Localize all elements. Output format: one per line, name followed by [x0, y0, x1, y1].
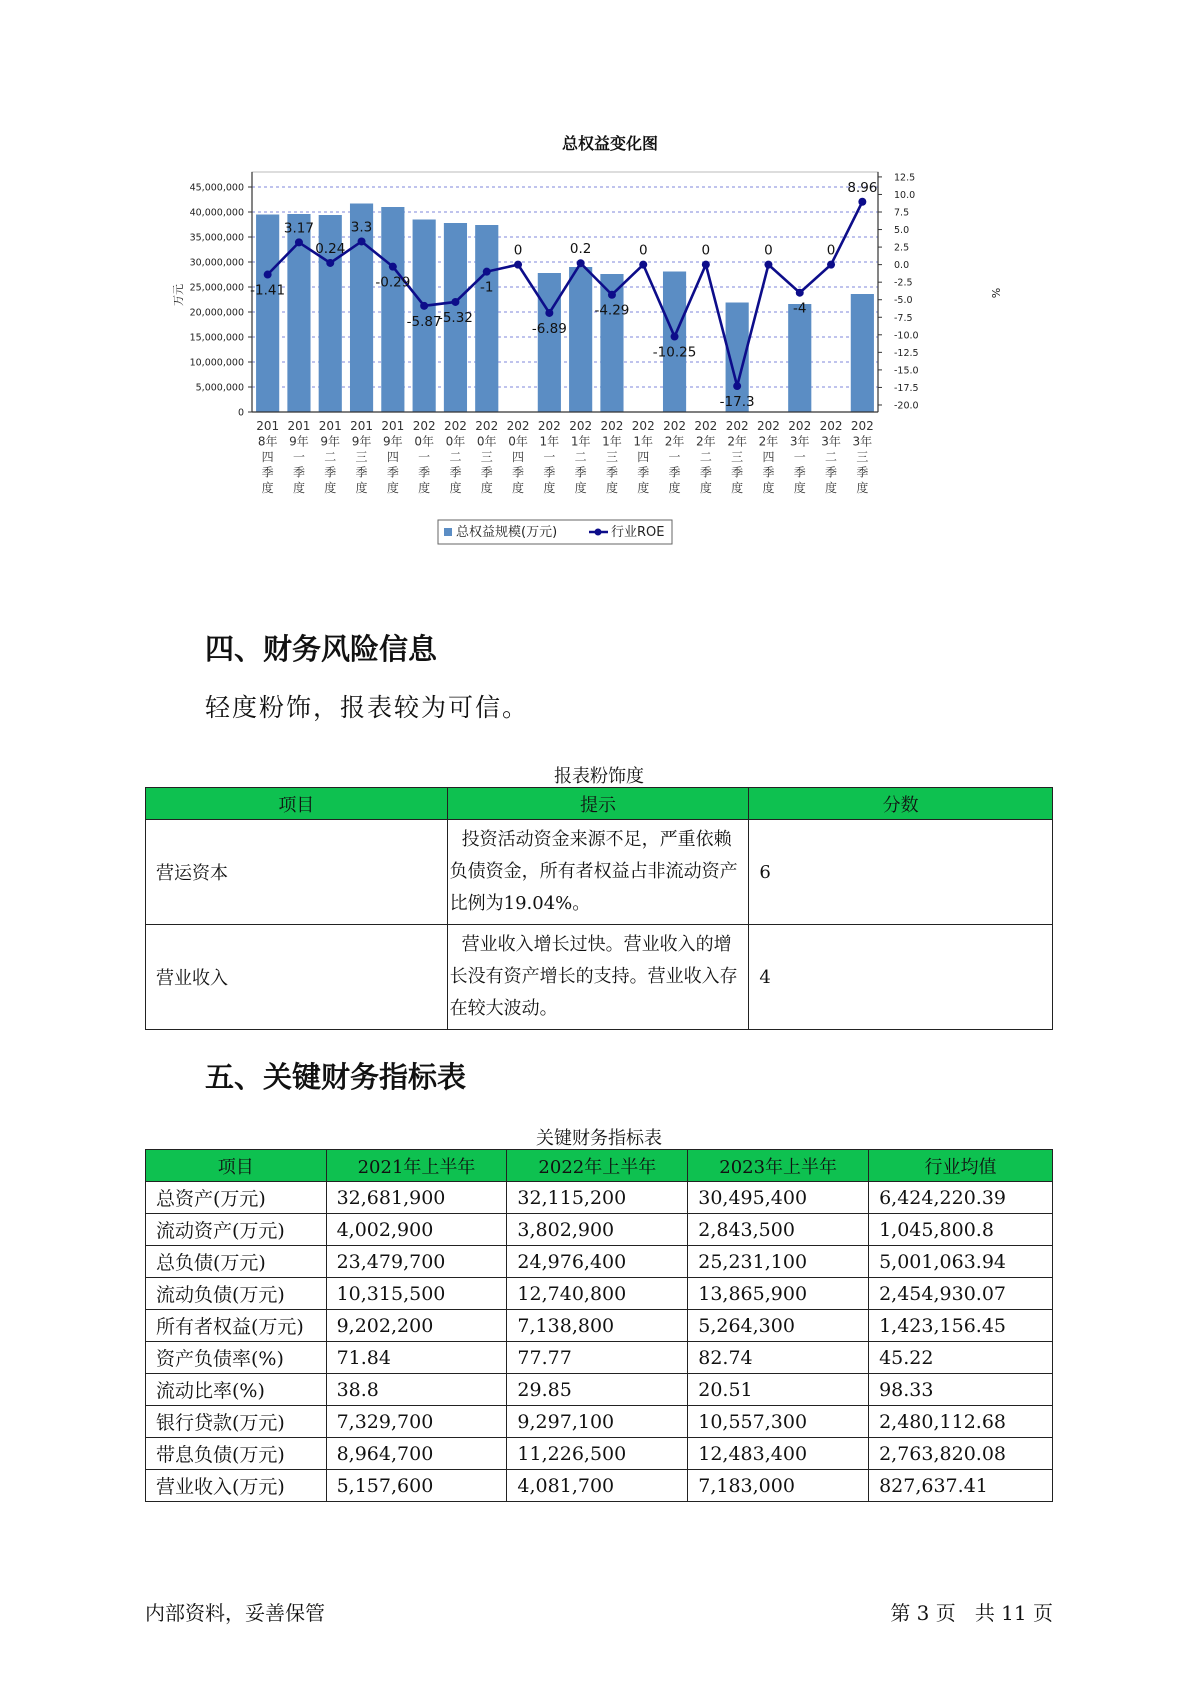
x-tick-label: 0年	[476, 434, 497, 449]
kpi-value: 1,423,156.45	[869, 1310, 1053, 1342]
left-tick-label: 45,000,000	[189, 182, 244, 194]
x-tick-label: 季	[731, 465, 744, 480]
x-tick-label: 1年	[539, 434, 560, 449]
kpi-value: 29.85	[507, 1374, 688, 1406]
left-tick-label: 10,000,000	[189, 357, 244, 369]
roe-data-label: -6.89	[531, 320, 567, 337]
kpi-item: 所有者权益(万元)	[146, 1310, 327, 1342]
x-tick-label: 季	[605, 465, 618, 480]
x-tick-label: 三	[731, 450, 744, 464]
roe-point	[295, 238, 303, 246]
x-tick-label: 1年	[570, 434, 591, 449]
x-tick-label: 四	[261, 450, 274, 464]
x-tick-label: 二	[449, 450, 462, 464]
x-tick-label: 季	[668, 465, 681, 480]
roe-point	[545, 309, 553, 317]
x-tick-label: 四	[637, 450, 650, 464]
footer-confidential-note: 内部资料，妥善保管	[145, 1601, 325, 1625]
x-tick-label: 202	[443, 419, 467, 433]
kpi-value: 30,495,400	[688, 1182, 869, 1214]
roe-point	[420, 302, 428, 310]
x-tick-label: 季	[418, 465, 431, 480]
x-tick-label: 二	[699, 450, 712, 464]
right-tick-label: 10.0	[894, 189, 916, 201]
header-cell: 2021年上半年	[326, 1150, 507, 1182]
legend-bar-label: 总权益规模(万元)	[456, 525, 558, 540]
kpi-table	[145, 1149, 1053, 1502]
x-tick-label: 季	[386, 465, 399, 480]
x-tick-label: 季	[292, 465, 305, 480]
x-tick-label: 季	[699, 465, 712, 480]
risk-table-header	[146, 788, 1053, 820]
kpi-item: 总负债(万元)	[146, 1246, 327, 1278]
kpi-value: 6,424,220.39	[869, 1182, 1053, 1214]
x-tick-label: 8年	[257, 434, 278, 449]
x-tick-label: 度	[292, 481, 305, 495]
roe-point	[764, 261, 772, 269]
kpi-value: 827,637.41	[869, 1470, 1053, 1502]
kpi-value: 10,557,300	[688, 1406, 869, 1438]
right-tick-label: 0.0	[894, 260, 910, 272]
risk-tip: 营业收入增长过快。营业收入的增长没有资产增长的支持。营业收入存在较大波动。	[447, 925, 749, 1030]
roe-data-label: 0	[513, 242, 523, 259]
roe-data-label: 0.24	[315, 240, 346, 257]
x-tick-label: 一	[793, 450, 806, 464]
roe-point	[389, 263, 397, 271]
kpi-value: 25,231,100	[688, 1246, 869, 1278]
chart-x-labels	[256, 419, 874, 495]
roe-point	[639, 261, 647, 269]
left-tick-label: 20,000,000	[189, 307, 244, 319]
header-cell: 2022年上半年	[507, 1150, 688, 1182]
chart-legend	[438, 520, 672, 544]
table-row	[146, 1342, 1053, 1374]
bar	[381, 207, 404, 412]
kpi-value: 5,157,600	[326, 1470, 507, 1502]
kpi-value: 3,802,900	[507, 1214, 688, 1246]
x-tick-label: 度	[825, 481, 838, 495]
bar	[851, 294, 874, 412]
x-tick-label: 季	[637, 465, 650, 480]
right-tick-label: -15.0	[894, 365, 919, 377]
equity-change-chart	[170, 130, 1020, 600]
x-tick-label: 四	[386, 450, 399, 464]
x-tick-label: 三	[480, 450, 493, 464]
roe-point	[858, 198, 866, 206]
kpi-value: 71.84	[326, 1342, 507, 1374]
roe-data-label: -10.25	[652, 344, 697, 361]
right-tick-label: 5.0	[894, 225, 910, 237]
x-tick-label: 一	[418, 450, 431, 464]
kpi-item: 资产负债率(%)	[146, 1342, 327, 1374]
x-tick-label: 度	[512, 481, 525, 495]
x-tick-label: 202	[850, 419, 874, 433]
kpi-value: 5,001,063.94	[869, 1246, 1053, 1278]
x-tick-label: 1年	[633, 434, 654, 449]
kpi-value: 7,183,000	[688, 1470, 869, 1502]
header-cell: 项目	[146, 1150, 327, 1182]
x-tick-label: 度	[605, 481, 618, 495]
left-tick-label: 15,000,000	[189, 332, 244, 344]
x-tick-label: 季	[574, 465, 587, 480]
x-tick-label: 度	[668, 481, 681, 495]
x-tick-label: 三	[605, 450, 618, 464]
kpi-value: 32,115,200	[507, 1182, 688, 1214]
x-tick-label: 度	[574, 481, 587, 495]
right-tick-label: 7.5	[894, 207, 910, 219]
roe-data-label: -4	[793, 300, 807, 317]
left-tick-label: 40,000,000	[189, 207, 244, 219]
roe-point	[577, 259, 585, 267]
kpi-value: 11,226,500	[507, 1438, 688, 1470]
roe-data-label: -4.29	[594, 302, 630, 319]
header-cell: 2023年上半年	[688, 1150, 869, 1182]
x-tick-label: 202	[537, 419, 561, 433]
x-tick-label: 9年	[383, 434, 403, 449]
kpi-value: 2,454,930.07	[869, 1278, 1053, 1310]
kpi-value: 12,483,400	[688, 1438, 869, 1470]
x-tick-label: 四	[512, 450, 525, 464]
x-tick-label: 202	[756, 419, 780, 433]
x-tick-label: 季	[355, 465, 368, 480]
left-tick-label: 25,000,000	[189, 282, 244, 294]
chart-title: 总权益变化图	[561, 134, 659, 153]
roe-point	[326, 259, 334, 267]
x-tick-label: 3年	[789, 434, 810, 449]
risk-tip: 投资活动资金来源不足，严重依赖负债资金，所有者权益占非流动资产比例为19.04%。	[447, 820, 749, 925]
x-tick-label: 季	[512, 465, 525, 480]
roe-data-label: 3.3	[350, 219, 373, 236]
right-tick-label: -12.5	[894, 347, 919, 359]
x-tick-label: 度	[386, 481, 399, 495]
table-row	[146, 925, 1053, 1030]
x-tick-label: 二	[825, 450, 838, 464]
chart-grid	[252, 172, 878, 412]
right-tick-label: -20.0	[894, 400, 919, 412]
right-tick-label: -7.5	[894, 312, 913, 324]
roe-point	[514, 261, 522, 269]
x-tick-label: 二	[574, 450, 587, 464]
kpi-item: 带息负债(万元)	[146, 1438, 327, 1470]
table-row	[146, 1406, 1053, 1438]
roe-data-label: 0	[826, 242, 836, 259]
x-tick-label: 度	[793, 481, 806, 495]
x-tick-label: 季	[856, 465, 869, 480]
x-tick-label: 度	[731, 481, 744, 495]
risk-score: 6	[749, 820, 1053, 925]
x-tick-label: 季	[324, 465, 337, 480]
x-tick-label: 202	[600, 419, 624, 433]
roe-point	[264, 271, 272, 279]
left-tick-label: 0	[237, 407, 244, 419]
kpi-value: 77.77	[507, 1342, 688, 1374]
right-tick-label: -2.5	[894, 277, 913, 289]
kpi-item: 流动负债(万元)	[146, 1278, 327, 1310]
roe-point	[796, 289, 804, 297]
x-tick-label: 3年	[821, 434, 841, 449]
x-tick-label: 2年	[664, 434, 685, 449]
risk-item: 营业收入	[146, 925, 448, 1030]
kpi-value: 32,681,900	[326, 1182, 507, 1214]
table-row	[146, 1246, 1053, 1278]
kpi-value: 38.8	[326, 1374, 507, 1406]
x-tick-label: 季	[762, 465, 775, 480]
left-tick-label: 30,000,000	[189, 257, 244, 269]
kpi-value: 10,315,500	[326, 1278, 507, 1310]
kpi-value: 8,964,700	[326, 1438, 507, 1470]
kpi-value: 1,045,800.8	[869, 1214, 1053, 1246]
kpi-value: 9,297,100	[507, 1406, 688, 1438]
kpi-item: 营业收入(万元)	[146, 1470, 327, 1502]
kpi-value: 24,976,400	[507, 1246, 688, 1278]
x-tick-label: 202	[788, 419, 812, 433]
x-tick-label: 202	[631, 419, 655, 433]
roe-point	[671, 333, 679, 341]
kpi-table-caption: 关键财务指标表	[536, 1128, 662, 1149]
x-tick-label: 202	[506, 419, 530, 433]
roe-data-label: -5.32	[437, 309, 473, 326]
x-tick-label: 1年	[602, 434, 622, 449]
x-tick-label: 三	[856, 450, 869, 464]
roe-point	[827, 261, 835, 269]
x-tick-label: 度	[543, 481, 556, 495]
x-tick-label: 2年	[727, 434, 747, 449]
kpi-value: 13,865,900	[688, 1278, 869, 1310]
roe-point	[702, 261, 710, 269]
bar	[788, 304, 811, 412]
x-tick-label: 度	[449, 481, 462, 495]
x-tick-label: 一	[292, 450, 305, 464]
legend-bar-swatch	[444, 528, 452, 536]
roe-data-label: 3.17	[283, 220, 314, 237]
x-tick-label: 9年	[289, 434, 309, 449]
kpi-value: 7,138,800	[507, 1310, 688, 1342]
x-tick-label: 202	[725, 419, 749, 433]
header-cell: 行业均值	[869, 1150, 1053, 1182]
x-tick-label: 一	[668, 450, 681, 464]
x-tick-label: 202	[475, 419, 499, 433]
kpi-value: 98.33	[869, 1374, 1053, 1406]
roe-data-label: -5.87	[406, 313, 442, 330]
x-tick-label: 201	[256, 419, 280, 433]
legend-line-marker	[595, 529, 602, 536]
x-tick-label: 度	[261, 481, 274, 495]
x-tick-label: 度	[324, 481, 337, 495]
kpi-item: 流动比率(%)	[146, 1374, 327, 1406]
x-tick-label: 季	[261, 465, 274, 480]
right-tick-label: -10.0	[894, 330, 919, 342]
section-4-summary: 轻度粉饰，报表较为可信。	[205, 693, 530, 722]
table-row	[146, 1310, 1053, 1342]
x-tick-label: 202	[663, 419, 687, 433]
roe-data-label: -0.29	[375, 274, 411, 291]
risk-table-caption: 报表粉饰度	[554, 766, 644, 787]
x-tick-label: 二	[324, 450, 337, 464]
kpi-value: 4,081,700	[507, 1470, 688, 1502]
kpi-value: 23,479,700	[326, 1246, 507, 1278]
x-tick-label: 3年	[852, 434, 873, 449]
x-tick-label: 2年	[696, 434, 716, 449]
kpi-item: 银行贷款(万元)	[146, 1406, 327, 1438]
x-tick-label: 201	[318, 419, 342, 433]
left-tick-label: 35,000,000	[189, 232, 244, 244]
bar	[538, 273, 561, 412]
roe-data-label: -1.41	[250, 282, 286, 299]
roe-point	[451, 298, 459, 306]
plot-area	[252, 172, 878, 412]
x-tick-label: 202	[412, 419, 436, 433]
x-tick-label: 201	[350, 419, 374, 433]
x-tick-label: 201	[287, 419, 311, 433]
x-tick-label: 季	[793, 465, 806, 480]
section-4-title: 四、财务风险信息	[205, 632, 438, 666]
roe-data-label: 8.96	[847, 179, 878, 196]
table-row	[146, 1182, 1053, 1214]
x-tick-label: 度	[355, 481, 368, 495]
x-tick-label: 202	[819, 419, 843, 433]
roe-point	[733, 382, 741, 390]
kpi-value: 2,843,500	[688, 1214, 869, 1246]
kpi-table-header	[146, 1150, 1053, 1182]
x-tick-label: 2年	[758, 434, 779, 449]
kpi-value: 5,264,300	[688, 1310, 869, 1342]
x-tick-label: 202	[569, 419, 593, 433]
kpi-item: 流动资产(万元)	[146, 1214, 327, 1246]
table-row	[146, 1214, 1053, 1246]
roe-point	[608, 291, 616, 299]
section-5-title: 五、关键财务指标表	[205, 1060, 467, 1094]
right-tick-label: 2.5	[894, 242, 910, 254]
header-cell: 项目	[146, 788, 448, 820]
table-row	[146, 1374, 1053, 1406]
x-tick-label: 度	[856, 481, 869, 495]
table-row	[146, 820, 1053, 925]
x-tick-label: 四	[762, 450, 775, 464]
x-tick-label: 季	[449, 465, 462, 480]
roe-point	[358, 237, 366, 245]
right-axis-label: %	[989, 287, 1002, 299]
legend-line-label: 行业ROE	[611, 525, 665, 540]
table-row	[146, 1470, 1053, 1502]
x-tick-label: 季	[543, 465, 556, 480]
kpi-value: 7,329,700	[326, 1406, 507, 1438]
x-tick-label: 0年	[414, 434, 434, 449]
kpi-value: 82.74	[688, 1342, 869, 1374]
kpi-item: 总资产(万元)	[146, 1182, 327, 1214]
x-tick-label: 201	[381, 419, 405, 433]
left-axis-label: 万元	[172, 284, 185, 306]
x-tick-label: 9年	[320, 434, 341, 449]
x-tick-label: 季	[480, 465, 493, 480]
roe-data-label: -1	[480, 279, 494, 296]
left-tick-label: 5,000,000	[195, 382, 244, 394]
roe-data-label: -17.3	[719, 394, 755, 411]
right-tick-label: -17.5	[894, 382, 919, 394]
x-tick-label: 一	[543, 450, 556, 464]
kpi-value: 12,740,800	[507, 1278, 688, 1310]
x-tick-label: 0年	[445, 434, 466, 449]
bar	[256, 215, 279, 413]
x-tick-label: 度	[699, 481, 712, 495]
table-row	[146, 1278, 1053, 1310]
x-tick-label: 度	[637, 481, 650, 495]
header-cell: 分数	[749, 788, 1053, 820]
footer-page-number: 第 3 页 共 11 页	[890, 1601, 1053, 1625]
risk-item: 营运资本	[146, 820, 448, 925]
roe-data-label: 0.2	[569, 241, 592, 258]
x-tick-label: 度	[480, 481, 493, 495]
right-tick-label: 12.5	[894, 172, 916, 184]
bar	[663, 272, 686, 413]
x-tick-label: 度	[418, 481, 431, 495]
x-tick-label: 季	[825, 465, 838, 480]
roe-data-label: 0	[764, 242, 773, 259]
kpi-value: 2,480,112.68	[869, 1406, 1053, 1438]
kpi-value: 4,002,900	[326, 1214, 507, 1246]
kpi-value: 2,763,820.08	[869, 1438, 1053, 1470]
bar	[475, 225, 498, 412]
table-row	[146, 1438, 1053, 1470]
kpi-value: 20.51	[688, 1374, 869, 1406]
kpi-value: 9,202,200	[326, 1310, 507, 1342]
risk-score: 4	[749, 925, 1053, 1030]
bar	[569, 267, 592, 412]
x-tick-label: 度	[762, 481, 775, 495]
roe-data-label: 0	[701, 242, 711, 259]
risk-table	[145, 787, 1053, 1030]
kpi-value: 45.22	[869, 1342, 1053, 1374]
right-tick-label: -5.0	[894, 295, 913, 307]
header-cell: 提示	[447, 788, 749, 820]
x-tick-label: 三	[355, 450, 368, 464]
x-tick-label: 9年	[351, 434, 372, 449]
roe-point	[483, 268, 491, 276]
x-tick-label: 0年	[508, 434, 528, 449]
roe-data-label: 0	[638, 242, 648, 259]
x-tick-label: 202	[694, 419, 718, 433]
